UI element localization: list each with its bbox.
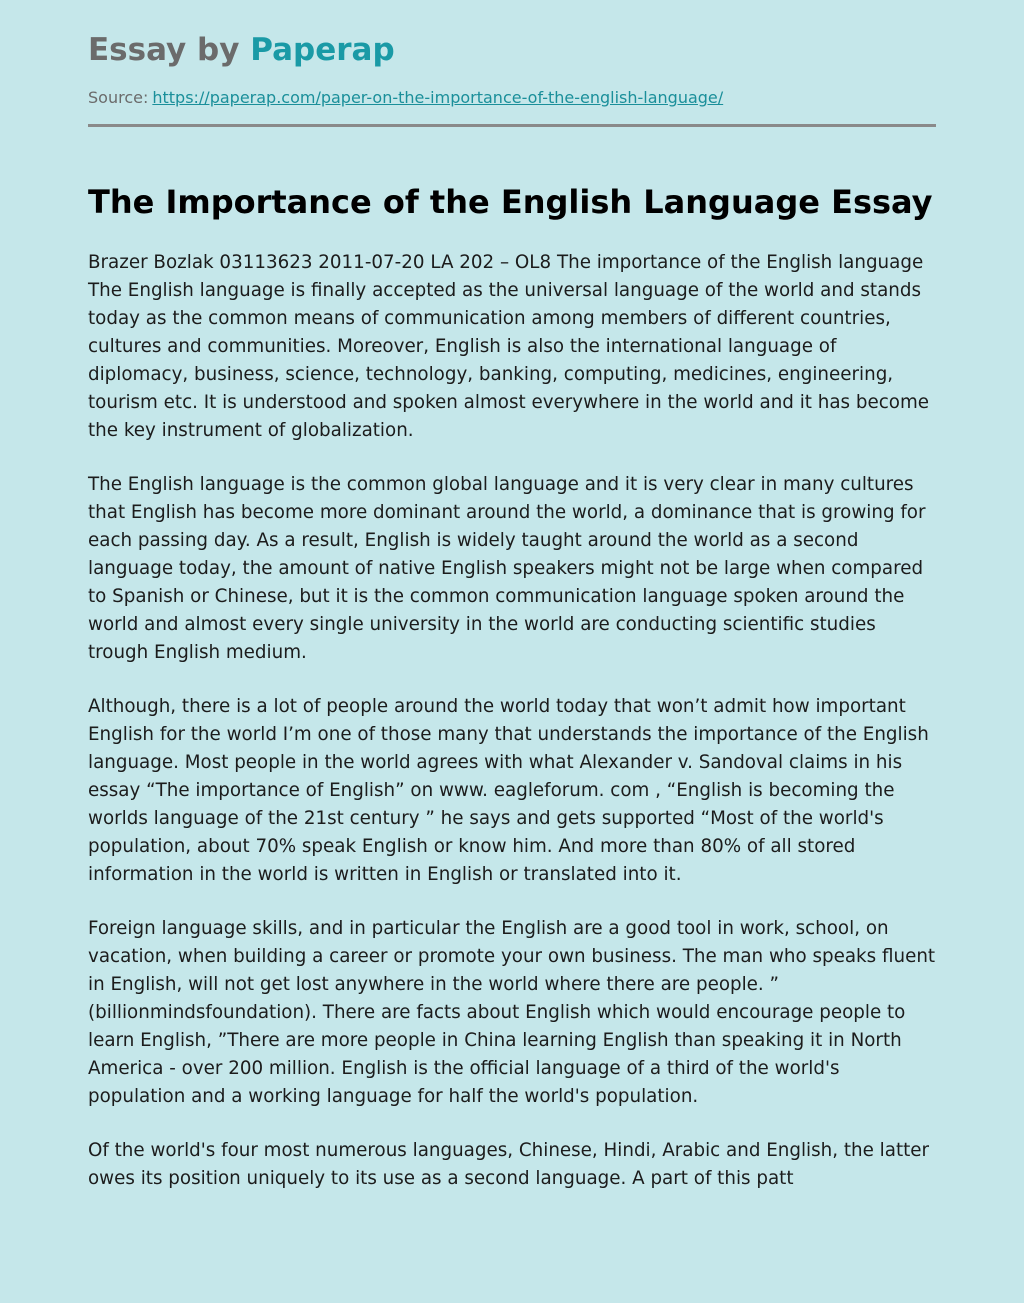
essay-page [88,0,936,1193]
essay-paragraph: Foreign language skills, and in particular the English are a good tool in work, school, on vacation, when building a career or promote your own business. The man who speaks fluent in English, will not get lost anywhere in the world where there are people. ” (billionmindsfoundation). There are facts about English which would encourage people to learn English, ”There are more people in China learning English than speaking it in North America - over 200 million. English is the official language of a third of the world's population and a working language for half the world's population. [88,918,936,1107]
source-link[interactable]: https://paperap.com/paper-on-the-importance-of-the-english-language/ [152,88,724,107]
brand-prefix: Essay by [88,32,240,68]
site-brand [88,26,936,74]
essay-body [88,249,936,1193]
essay-title: The Importance of the English Language Essay [88,183,933,221]
brand-name: Paperap [250,32,395,68]
essay-paragraph: The English language is the common global language and it is very clear in many cultures that English has become more dominant around the world, a dominance that is growing for each passing day. As a result, English is widely taught around the world as a second language today, the amount of native English speakers might not be large when compared to Spanish or Chinese, but it is the common communication language spoken around the world and almost every single university in the world are conducting scientific studies trough English medium. [88,474,926,663]
header-divider [88,124,936,127]
source-label: Source: [88,88,149,107]
essay-paragraph: Of the world's four most numerous languages, Chinese, Hindi, Arabic and English, the latter owes its position uniquely to its use as a second language. A part of this patt [88,1140,930,1189]
source-line [88,86,936,110]
essay-paragraph: Brazer Bozlak 03113623 2011-07-20 LA 202 – OL8 The importance of the English language The English language is finally accepted as the universal language of the world and stands today as the common means of communication among members of different countries, cultures and communities. Moreover, English is also the international language of diplomacy, business, science, technology, banking, computing, medicines, engineering, tourism etc. It is understood and spoken almost everywhere in the world and it has become the key instrument of globalization. [88,252,930,441]
essay-paragraph: Although, there is a lot of people around the world today that won’t admit how important English for the world I’m one of those many that understands the importance of the English language. Most people in the world agrees with what Alexander v. Sandoval claims in his essay “The importance of English” on www. eagleforum. com , “English is becoming the worlds language of the 21st century ” he says and gets supported “Most of the world's population, about 70% speak English or know him. And more than 80% of all stored information in the world is written in English or translated into it. [88,696,929,885]
